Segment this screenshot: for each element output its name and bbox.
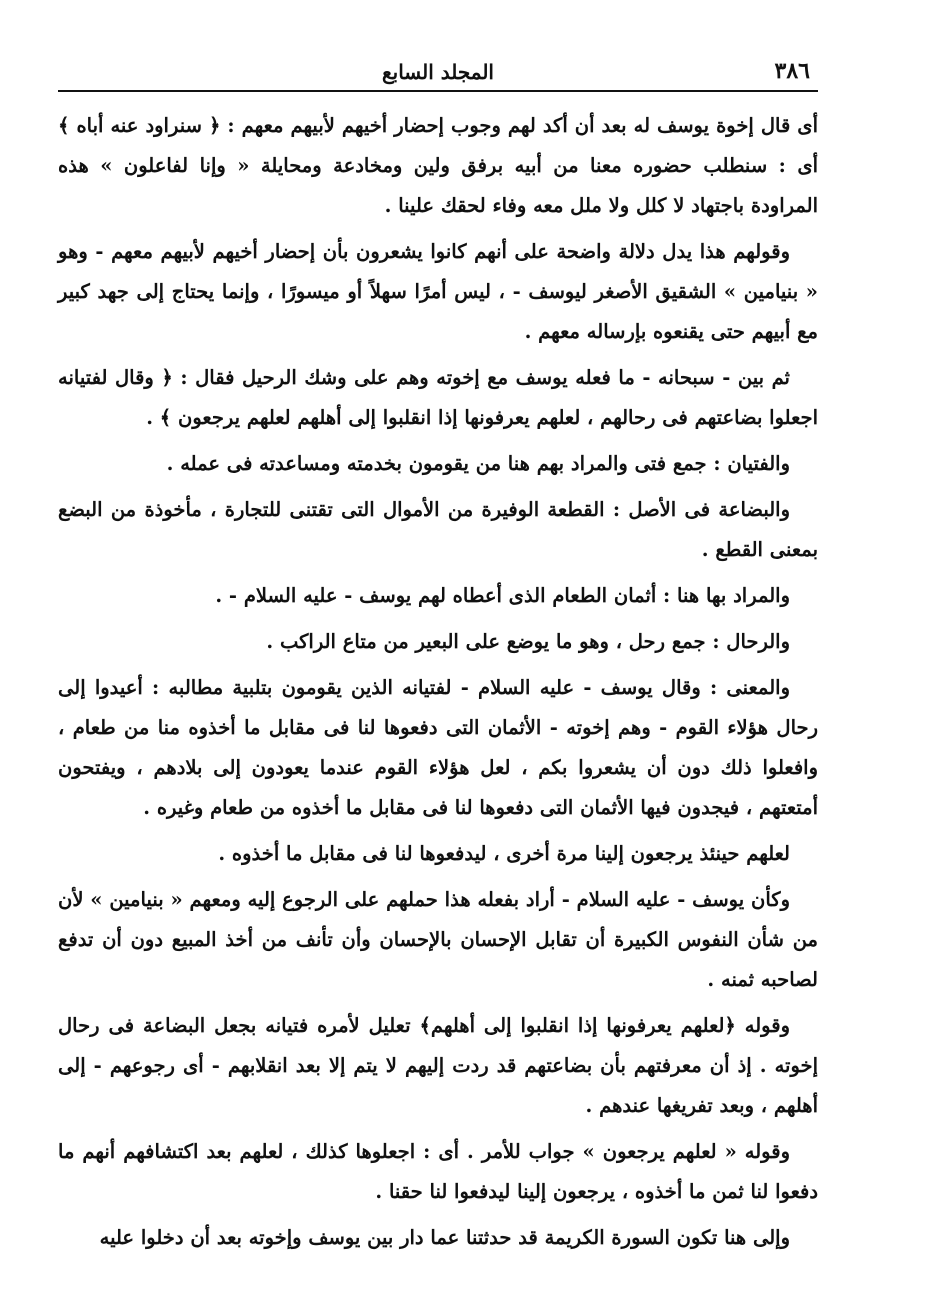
running-head: المجلد السابع <box>381 60 494 84</box>
paragraph: وقوله ﴿لعلهم يعرفونها إذا انقلبوا إلى أهلهم﴾ تعليل لأمره فتيانه بجعل البضاعة فى رحال إخوته . إذ أن معرفتهم بأن بضاعتهم قد ردت إليهم لا يتم إلا بعد انقلابهم - أى رجوعهم - إلى أهلهم ، وبعد تفريغها عندهم . <box>58 1014 818 1117</box>
paragraph: وإلى هنا تكون السورة الكريمة قد حدثتنا عما دار بين يوسف وإخوته بعد أن دخلوا عليه <box>99 1226 790 1249</box>
paragraph: ثم بين - سبحانه - ما فعله يوسف مع إخوته وهم على وشك الرحيل فقال : ﴿ وقال لفتيانه اجعلوا بضاعتهم فى رحالهم ، لعلهم يعرفونها إذا انقلبوا إلى أهلهم لعلهم يرجعون ﴾ . <box>58 366 818 429</box>
paragraph: وقوله « لعلهم يرجعون » جواب للأمر . أى : اجعلوها كذلك ، لعلهم بعد اكتشافهم أنهم ما دفعوا لنا ثمن ما أخذوه ، يرجعون إلينا ليدفعوا لنا حقنا . <box>58 1140 818 1203</box>
page-body <box>58 92 818 1258</box>
paragraph: والبضاعة فى الأصل : القطعة الوفيرة من الأموال التى تقتنى للتجارة ، مأخوذة من البضع بمعنى القطع . <box>58 498 818 561</box>
book-page <box>58 52 818 1302</box>
paragraph: وقولهم هذا يدل دلالة واضحة على أنهم كانوا يشعرون بأن إحضار أخيهم لأبيهم معهم - وهو « بنيامين » الشقيق الأصغر ليوسف - ، ليس أمرًا سهلاً أو ميسورًا ، وإنما يحتاج إلى جهد كبير مع أبيهم حتى يقنعوه بإرساله معهم . <box>58 240 818 343</box>
paragraph: والمراد بها هنا : أثمان الطعام الذى أعطاه لهم يوسف - عليه السلام - . <box>215 584 790 607</box>
paragraph: أى قال إخوة يوسف له بعد أن أكد لهم وجوب إحضار أخيهم لأبيهم معهم : ﴿ سنراود عنه أباه ﴾ أى : سنطلب حضوره معنا من أبيه برفق ولين ومخادعة ومحايلة « وإنا لفاعلون » هذه المراودة باجتهاد لا كلل ولا ملل معه وفاء لحقك علينا . <box>58 114 818 217</box>
paragraph: والفتيان : جمع فتى والمراد بهم هنا من يقومون بخدمته ومساعدته فى عمله . <box>166 452 790 475</box>
page-number: ٣٨٦ <box>774 58 810 84</box>
paragraph: والرحال : جمع رحل ، وهو ما يوضع على البعير من متاع الراكب . <box>266 630 790 653</box>
page-header <box>58 52 818 92</box>
paragraph: وكأن يوسف - عليه السلام - أراد بفعله هذا حملهم على الرجوع إليه ومعهم « بنيامين » لأن من شأن النفوس الكبيرة أن تقابل الإحسان بالإحسان وأن تأنف من أخذ المبيع دون أن تدفع لصاحبه ثمنه . <box>58 888 818 991</box>
paragraph: والمعنى : وقال يوسف - عليه السلام - لفتيانه الذين يقومون بتلبية مطالبه : أعيدوا إلى رحال هؤلاء القوم - وهم إخوته - الأثمان التى دفعوها لنا فى مقابل ما أخذوه منا من طعام ، وافعلوا ذلك دون أن يشعروا بكم ، لعل هؤلاء القوم عندما يعودون إلى بلادهم ، ويفتحون أمتعتهم ، فيجدون فيها الأثمان التى دفعوها لنا فى مقابل ما أخذوه من طعام وغيره . <box>58 676 818 819</box>
paragraph: لعلهم حينئذ يرجعون إلينا مرة أخرى ، ليدفعوها لنا فى مقابل ما أخذوه . <box>218 842 790 865</box>
